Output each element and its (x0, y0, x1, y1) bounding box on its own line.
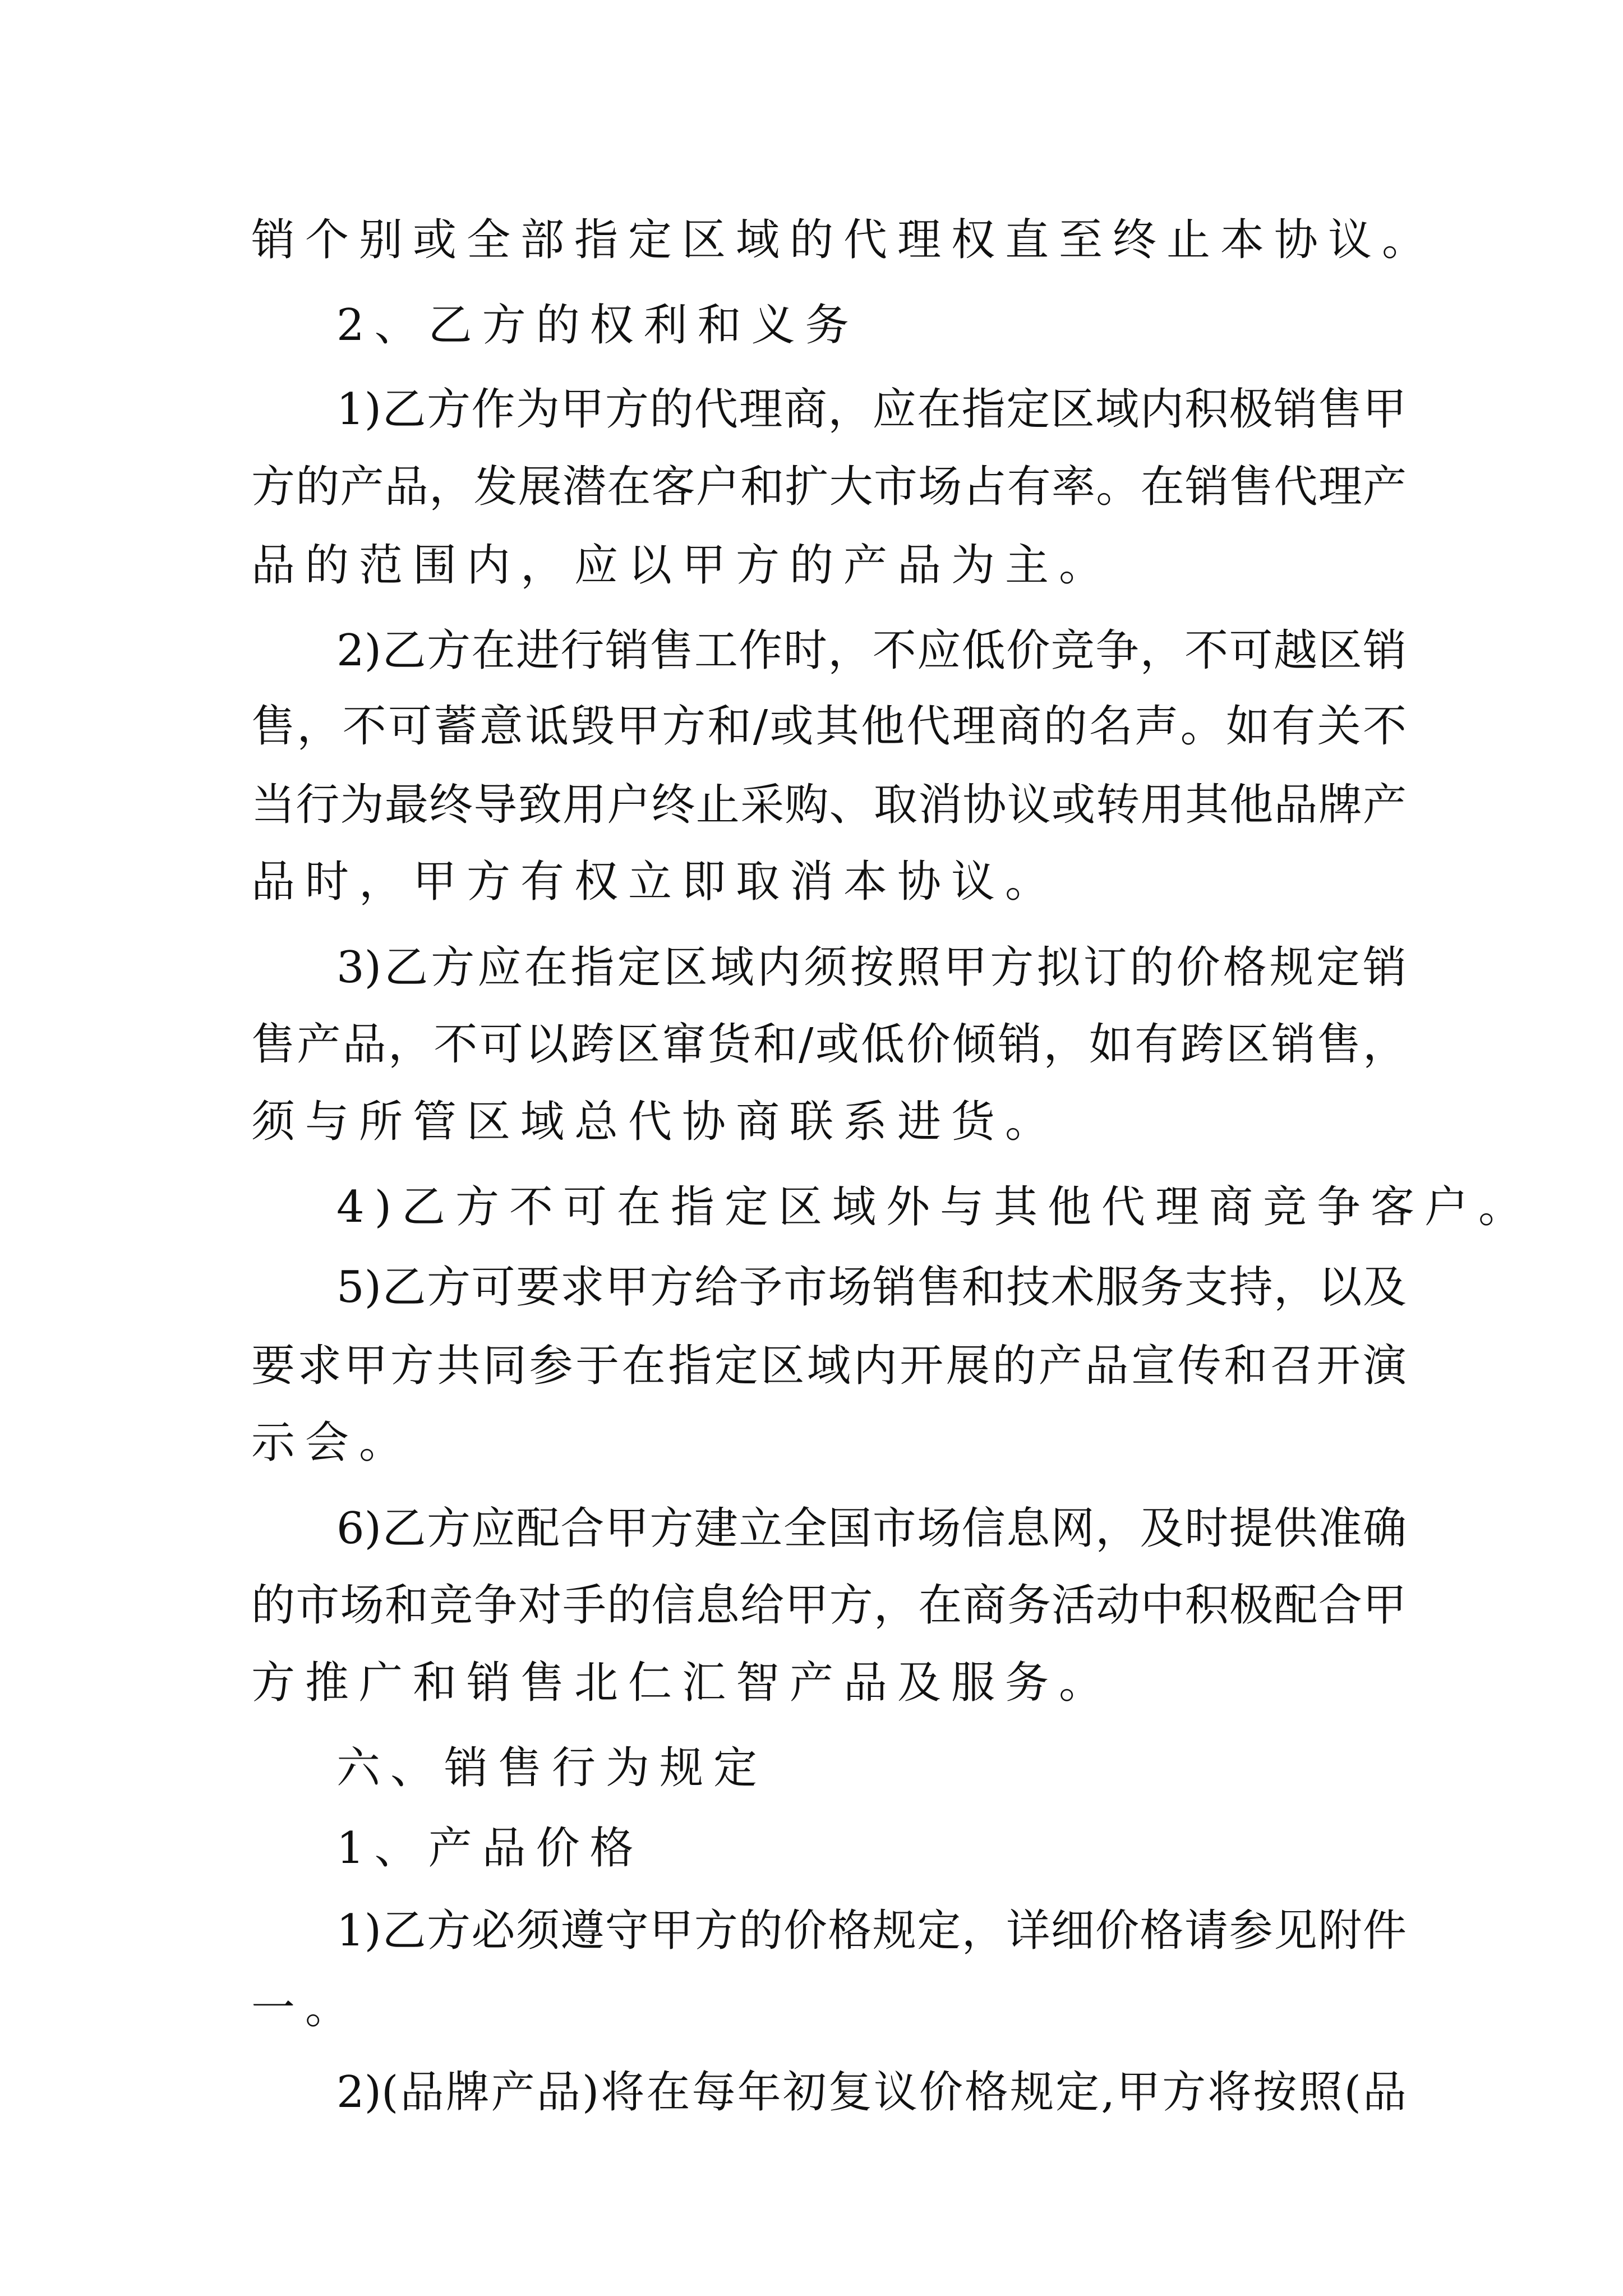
text-line-20-heading: 六、销售行为规定 (336, 1743, 768, 1793)
text-line-9: 品时，甲方有权立即取消本协议。 (251, 857, 1059, 907)
text-line-11: 售产品，不可以跨区窜货和/或低价倾销，如有跨区销售， (251, 1019, 1407, 1070)
text-line-14: 5)乙方可要求甲方给予市场销售和技术服务支持，以及 (336, 1262, 1407, 1313)
text-line-7: 售，不可蓄意诋毁甲方和/或其他代理商的名声。如有关不 (251, 701, 1407, 752)
text-line-19: 方推广和销售北仁汇智产品及服务。 (251, 1658, 1113, 1708)
text-line-6: 2)乙方在进行销售工作时，不应低价竞争，不可越区销 (336, 625, 1407, 676)
text-line-24: 2)(品牌产品)将在每年初复议价格规定,甲方将按照(品 (336, 2067, 1407, 2118)
text-line-12: 须与所管区域总代协商联系进货。 (251, 1097, 1059, 1147)
text-line-8: 当行为最终导致用户终止采购、取消协议或转用其他品牌产 (251, 780, 1407, 830)
text-line-1: 销个别或全部指定区域的代理权直至终止本协议。 (251, 215, 1436, 265)
text-line-5: 品的范围内，应以甲方的产品为主。 (251, 540, 1113, 591)
text-line-2-heading: 2、乙方的权利和义务 (336, 300, 859, 351)
text-line-21-heading: 1、产品价格 (336, 1823, 644, 1874)
text-line-17: 6)乙方应配合甲方建立全国市场信息网，及时提供准确 (336, 1503, 1407, 1554)
text-line-23: 一。 (251, 1983, 359, 2033)
text-line-3: 1)乙方作为甲方的代理商，应在指定区域内积极销售甲 (336, 384, 1407, 435)
text-line-15: 要求甲方共同参于在指定区域内开展的产品宣传和召开演 (251, 1341, 1407, 1391)
text-line-4: 方的产品，发展潜在客户和扩大市场占有率。在销售代理产 (251, 462, 1407, 512)
text-line-16: 示会。 (251, 1418, 413, 1468)
text-line-10: 3)乙方应在指定区域内须按照甲方拟订的价格规定销 (336, 942, 1407, 993)
text-line-13: 4)乙方不可在指定区域外与其他代理商竞争客户。 (336, 1182, 1533, 1232)
text-line-22: 1)乙方必须遵守甲方的价格规定，详细价格请参见附件 (336, 1906, 1407, 1956)
text-line-18: 的市场和竞争对手的信息给甲方，在商务活动中积极配合甲 (251, 1580, 1407, 1631)
